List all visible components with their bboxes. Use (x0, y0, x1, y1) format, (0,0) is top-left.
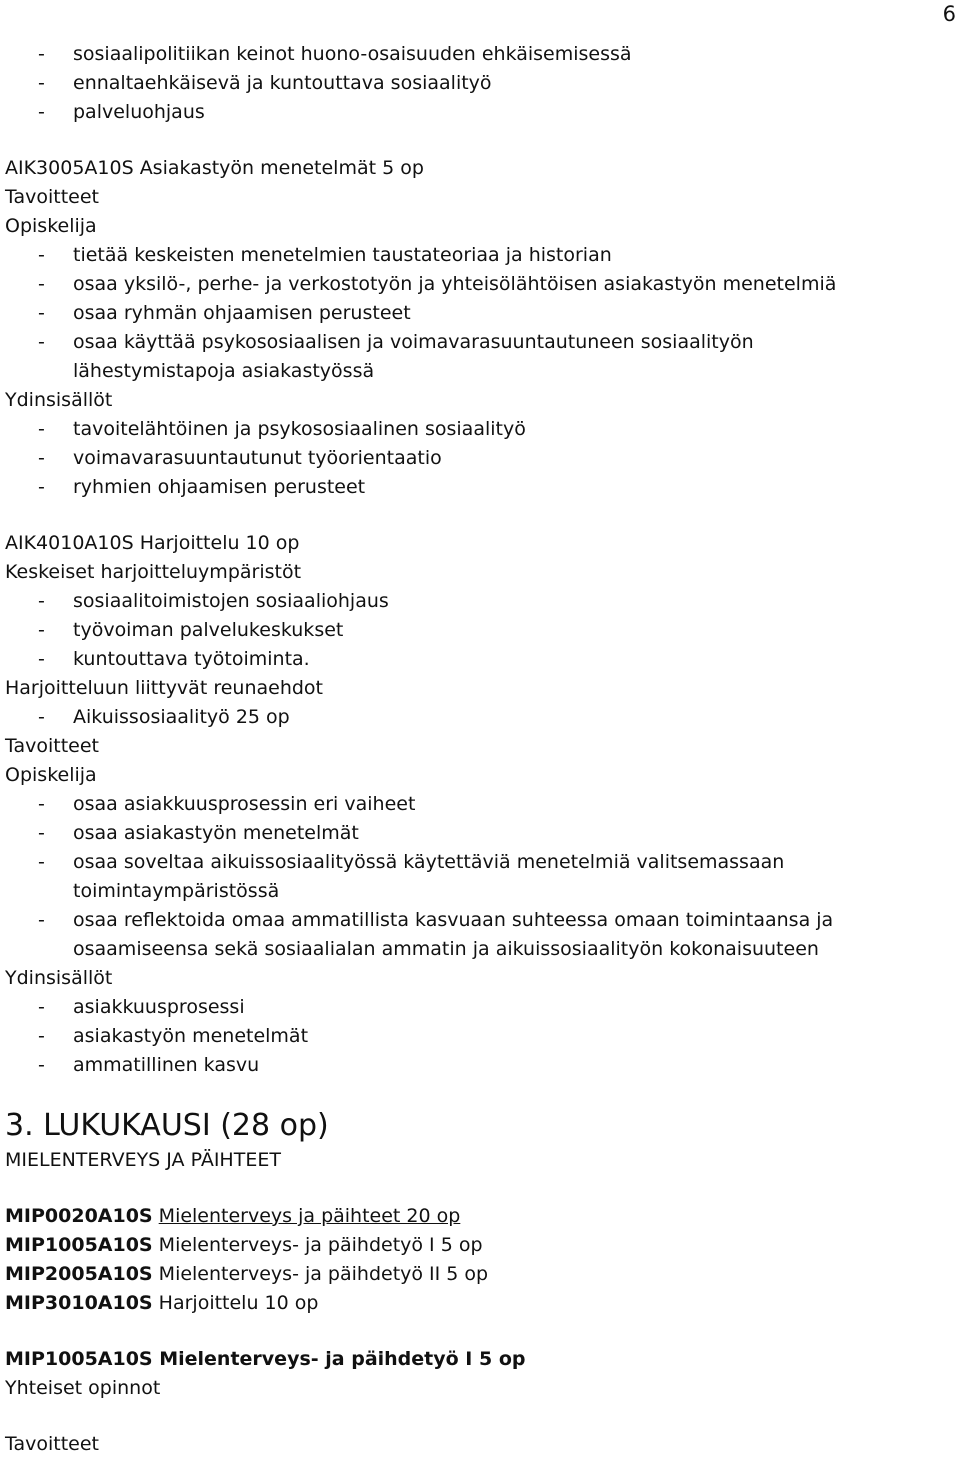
list-item: - asiakkuusprosessi (38, 996, 245, 1018)
section-heading: Tavoitteet (5, 186, 99, 208)
list-item: - Aikuissosiaalityö 25 op (38, 706, 290, 728)
course-title: AIK4010A10S Harjoittelu 10 op (5, 532, 300, 554)
module-row (5, 1231, 945, 1260)
list-item: - ammatillinen kasvu (38, 1054, 260, 1076)
module-name: Mielenterveys- ja päihdetyö II 5 op (158, 1263, 489, 1285)
list-item: - sosiaalipolitiikan keinot huono-osaisuuden ehkäisemisessä (38, 43, 632, 65)
module-code: MIP0020A10S (5, 1205, 153, 1227)
section-heading: Ydinsisällöt (5, 967, 113, 989)
module-row (5, 1202, 945, 1231)
module-name: Harjoittelu 10 op (158, 1292, 319, 1314)
list-item: - asiakastyön menetelmät (38, 1025, 309, 1047)
list-item: - sosiaalitoimistojen sosiaaliohjaus (38, 590, 389, 612)
common-studies-label: Yhteiset opinnot (5, 1377, 161, 1399)
list-item: - kuntouttava työtoiminta. (38, 648, 310, 670)
course-title: MIP1005A10S Mielenterveys- ja päihdetyö I 5 op (5, 1348, 526, 1370)
module-row (5, 1260, 945, 1289)
module-name: Mielenterveys ja päihteet 20 op (158, 1205, 461, 1227)
semester-title: 3. LUKUKAUSI (28 op) (5, 1108, 329, 1143)
semester-subtitle: MIELENTERVEYS JA PÄIHTEET (5, 1149, 281, 1171)
student-label: Opiskelija (5, 215, 97, 237)
section-heading: Ydinsisällöt (5, 389, 113, 411)
section-heading: Keskeiset harjoitteluympäristöt (5, 561, 302, 583)
section-heading: Tavoitteet (5, 735, 99, 757)
module-code: MIP1005A10S (5, 1234, 153, 1256)
list-item: - ryhmien ohjaamisen perusteet (38, 476, 366, 498)
list-item: - osaa ryhmän ohjaamisen perusteet (38, 302, 411, 324)
section-heading: Harjoitteluun liittyvät reunaehdot (5, 677, 323, 699)
list-item: - osaa käyttää psykososiaalisen ja voimavarasuuntautuneen sosiaalityön lähestymistapoja asiakastyössä (38, 331, 754, 382)
list-item: - osaa reflektoida omaa ammatillista kasvuaan suhteessa omaan toimintaansa ja osaamiseensa sekä sosiaalialan ammatin ja aikuissosiaalityön kokonaisuuteen (38, 909, 834, 960)
list-item: - tietää keskeisten menetelmien taustateoriaa ja historian (38, 244, 612, 266)
module-code: MIP3010A10S (5, 1292, 153, 1314)
module-code: MIP2005A10S (5, 1263, 153, 1285)
list-item: - osaa asiakkuusprosessin eri vaiheet (38, 793, 416, 815)
section-heading: Tavoitteet (5, 1433, 99, 1455)
module-name: Mielenterveys- ja päihdetyö I 5 op (158, 1234, 483, 1256)
page-number: 6 (942, 2, 956, 26)
list-item: - tavoitelähtöinen ja psykososiaalinen sosiaalityö (38, 418, 526, 440)
list-item: - ennaltaehkäisevä ja kuntouttava sosiaalityö (38, 72, 492, 94)
list-item: - palveluohjaus (38, 101, 205, 123)
list-item: - osaa yksilö-, perhe- ja verkostotyön ja yhteisölähtöisen asiakastyön menetelmiä (38, 273, 837, 295)
module-row (5, 1289, 945, 1318)
course-title: AIK3005A10S Asiakastyön menetelmät 5 op (5, 157, 424, 179)
student-label: Opiskelija (5, 764, 97, 786)
list-item: - osaa asiakastyön menetelmät (38, 822, 359, 844)
document-body (5, 40, 945, 1459)
list-item: - työvoiman palvelukeskukset (38, 619, 344, 641)
list-item: - voimavarasuuntautunut työorientaatio (38, 447, 442, 469)
list-item: - osaa soveltaa aikuissosiaalityössä käytettäviä menetelmiä valitsemassaan toimintaympäristössä (38, 851, 785, 902)
